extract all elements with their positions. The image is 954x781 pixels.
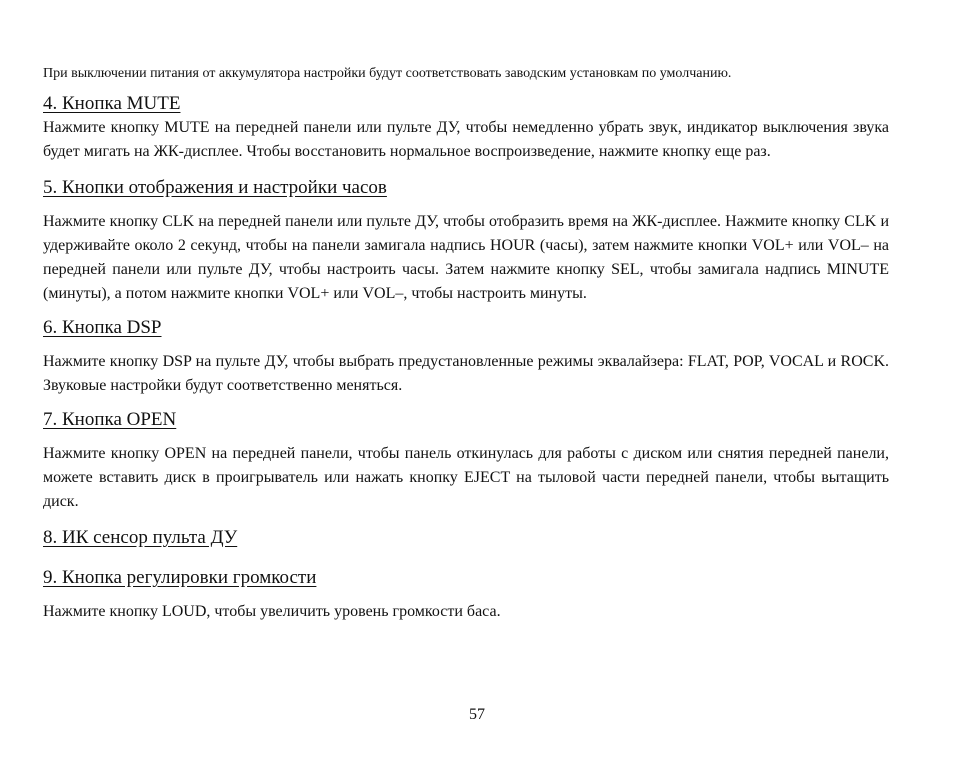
- section-body-open: Нажмите кнопку OPEN на передней панели, чтобы панель откинулась для работы с диском или снятия передней панели, можете вставить диск в проигрыватель или нажать кнопку EJECT на тыловой части передней панели, чтобы вытащить диск.: [43, 445, 889, 510]
- section-heading-dsp: 6. Кнопка DSP: [43, 317, 162, 338]
- section-heading-ir-sensor: 8. ИК сенсор пульта ДУ: [43, 527, 238, 548]
- section-body-dsp: Нажмите кнопку DSP на пульте ДУ, чтобы выбрать предустановленные режимы эквалайзера: FLAT, POP, VOCAL и ROCK. Звуковые настройки будут соответственно меняться.: [43, 353, 889, 394]
- section-body-clock: Нажмите кнопку CLK на передней панели или пульте ДУ, чтобы отобразить время на ЖК-дисплее. Нажмите кнопку CLK и удерживайте около 2 секунд, чтобы на панели замигала надпись HOUR (часы), затем нажмите кнопки VOL+ или VOL– на передней панели или пульте ДУ, чтобы настроить часы. Затем нажмите кнопку SEL, чтобы замигала надпись MINUTE (минуты), а потом нажмите кнопки VOL+ или VOL–, чтобы настроить минуты.: [43, 213, 889, 302]
- section-heading-volume: 9. Кнопка регулировки громкости: [43, 567, 317, 588]
- manual-page: [43, 62, 889, 624]
- section-heading-clock: 5. Кнопки отображения и настройки часов: [43, 177, 387, 198]
- page-number: 57: [469, 706, 485, 723]
- section-body-volume: Нажмите кнопку LOUD, чтобы увеличить уровень громкости баса.: [43, 603, 501, 620]
- intro-note: При выключении питания от аккумулятора настройки будут соответствовать заводским установкам по умолчанию.: [43, 66, 732, 81]
- section-heading-open: 7. Кнопка OPEN: [43, 409, 177, 430]
- section-heading-mute: 4. Кнопка MUTE: [43, 93, 181, 114]
- section-body-mute: Нажмите кнопку MUTE на передней панели или пульте ДУ, чтобы немедленно убрать звук, индикатор выключения звука будет мигать на ЖК-дисплее. Чтобы восстановить нормальное воспроизведение, нажмите кнопку еще раз.: [43, 119, 889, 160]
